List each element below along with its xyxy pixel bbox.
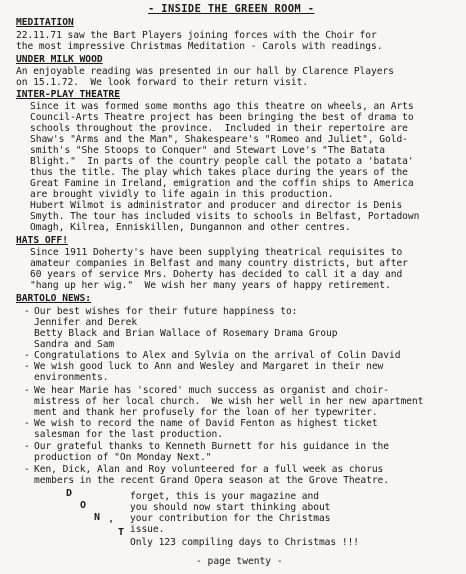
hats-off-line-3: 60 years of service Mrs. Doherty has decided to call it a day and xyxy=(30,269,403,280)
heading-meditation: MEDITATION xyxy=(16,17,74,28)
bartolo-item-3: We wish good luck to Ann and Wesley and Margaret in their new xyxy=(34,361,384,372)
inter-play-line-9: are brought vividly to life again in this production. xyxy=(30,189,334,200)
heading-inter-play: INTER-PLAY THEATRE xyxy=(16,89,120,100)
bartolo-cont-8: production of "On Monday Next." xyxy=(34,452,212,463)
bullet-dash: - xyxy=(24,464,30,475)
dont-letter-n: N xyxy=(94,512,101,523)
bullet-dash: - xyxy=(24,306,30,317)
inter-play-line-2: Council-Arts Theatre project has been bringing the best of drama to xyxy=(30,112,414,123)
bullet-dash: - xyxy=(24,418,30,429)
milk-wood-line-1: An enjoyable reading was presented in our hall by Clarence Players xyxy=(16,66,394,77)
dont-line-3: your contribution for the Christmas xyxy=(130,513,331,524)
bullet-dash: - xyxy=(24,385,30,396)
inter-play-line-12: Omagh, Kilrea, Enniskillen, Dungannon and other centres. xyxy=(30,222,351,233)
inter-play-line-10: Hubert Wilmot is administrator and producer and director is Denis xyxy=(30,200,403,211)
dont-letter-d: D xyxy=(66,488,73,499)
inter-play-line-3: schools throughout the province. Included in their repertoire are xyxy=(30,123,408,134)
bartolo-cont-9: members in the recent Grand Opera season at the Grove Theatre. xyxy=(34,475,390,486)
inter-play-line-7: thus the title. The play which takes place during the years of the xyxy=(30,167,408,178)
heading-under-milk-wood: UNDER MILK WOOD xyxy=(16,54,103,65)
dont-letter-apostrophe: ' xyxy=(108,519,115,530)
dont-letter-t: T xyxy=(118,527,125,538)
page-footer: - page twenty - xyxy=(196,556,283,567)
bartolo-cont-1: Jennifer and Derek xyxy=(34,317,138,328)
dont-line-2: you should now start thinking about xyxy=(130,502,331,513)
bartolo-item-6: Our grateful thanks to Kenneth Burnett for his guidance in the xyxy=(34,441,390,452)
bullet-dash: - xyxy=(24,350,30,361)
inter-play-line-1: Since it was formed some months ago this theatre on wheels, an Arts xyxy=(30,101,414,112)
bartolo-cont-3: Sandra and Sam xyxy=(34,339,115,350)
hats-off-line-4: "hang up her wig." We wish her many years of happy retirement. xyxy=(30,280,391,291)
bullet-dash: - xyxy=(24,361,30,372)
inter-play-line-8: Great Famine in Ireland, emigration and the coffin ships to America xyxy=(30,178,414,189)
bartolo-item-1: Our best wishes for their future happiness to: xyxy=(34,306,298,317)
dont-line-5: Only 123 compiling days to Christmas !!! xyxy=(130,537,360,548)
bartolo-item-4: We hear Marie has 'scored' much success as organist and choir- xyxy=(34,385,390,396)
inter-play-line-11: Smyth. The tour has included visits to schools in Belfast, Portadown xyxy=(30,211,420,222)
bartolo-item-5: We wish to record the name of David Fenton as highest ticket xyxy=(34,418,378,429)
meditation-line-2: the most impressive Christmas Meditation - Carols with readings. xyxy=(16,41,383,52)
inter-play-line-4: Shaw's "Arms and the Man", Shakespeare's "Romeo and Juliet", Gold- xyxy=(30,134,408,145)
page-header: - INSIDE THE GREEN ROOM - xyxy=(148,3,315,15)
heading-hats-off: HATS OFF! xyxy=(16,235,68,246)
dont-line-1: forget, this is your magazine and xyxy=(130,491,319,502)
bartolo-cont-7: salesman for the last production. xyxy=(34,429,223,440)
milk-wood-line-2: on 15.1.72. We look forward to their return visit. xyxy=(16,77,309,88)
bartolo-cont-6: ment and thank her profusely for the loan of her typewriter. xyxy=(34,407,378,418)
heading-bartolo-news: BARTOLO NEWS: xyxy=(16,293,92,304)
inter-play-line-5: smith's "She Stoops to Conquer" and Stewart Love's "The Batata xyxy=(30,145,386,156)
hats-off-line-1: Since 1911 Doherty's have been supplying theatrical requisites to xyxy=(30,247,403,258)
bullet-dash: - xyxy=(24,441,30,452)
dont-letter-o: O xyxy=(80,500,87,511)
bartolo-cont-4: environments. xyxy=(34,372,109,383)
bartolo-item-7: Ken, Dick, Alan and Roy volunteered for a full week as chorus xyxy=(34,464,384,475)
meditation-line-1: 22.11.71 saw the Bart Players joining forces with the Choir for xyxy=(16,30,377,41)
dont-line-4: issue. xyxy=(130,524,165,535)
hats-off-line-2: amateur companies in Belfast and many country districts, but after xyxy=(30,258,408,269)
inter-play-line-6: Blight." In parts of the country people call the potato a 'batata' xyxy=(30,156,414,167)
bartolo-cont-2: Betty Black and Brian Wallace of Rosemary Drama Group xyxy=(34,328,338,339)
bartolo-item-2: Congratulations to Alex and Sylvia on the arrival of Colin David xyxy=(34,350,401,361)
bartolo-cont-5: mistress of her local church. We wish her well in her new apartment xyxy=(34,396,424,407)
